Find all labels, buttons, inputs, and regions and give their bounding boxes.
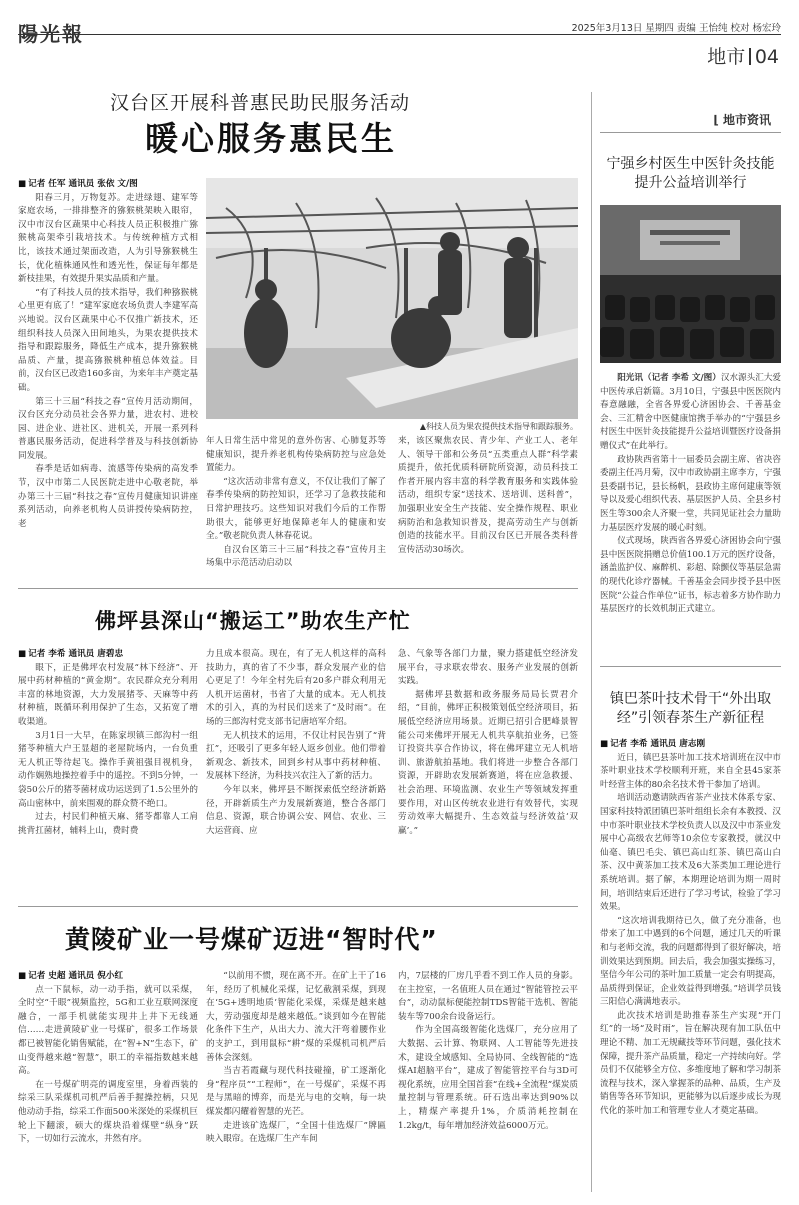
paragraph: 第三十三届“科技之春”宣传月活动期间，汉台区充分动员社会各界力量，进农村、进校园、进企业、进社区、进机关，开展一系列科普惠民服务活动，促进科学普及与科技创新协同发展。 bbox=[18, 396, 198, 461]
masthead-rule bbox=[18, 34, 781, 35]
section-label bbox=[707, 42, 779, 69]
sidebar-rule bbox=[600, 132, 781, 133]
sidebar-item2-body bbox=[600, 738, 781, 1198]
story1-photo-caption: ▲科技人员为果农提供技术指导和跟踪服务。 bbox=[419, 422, 578, 431]
paragraph: 年人日常生活中常见的意外伤害、心肺复苏等健康知识，提升养老机构传染病防控与应急处置能力。 bbox=[206, 436, 386, 474]
paragraph: 在一号煤矿明亮的调度室里，身着西装的综采三队采煤机司机严后善手握操控柄，只见他动动手指，综采工作面500米深处的采煤机巨轮上下翻滚，硕大的煤块沿着煤壁“纵身”跃下，一切如行云流水，井然有序。 bbox=[18, 1079, 198, 1145]
orchard-photo-illustration bbox=[206, 178, 578, 419]
paragraph: 春季是话如病毒、流感等传染病的高发季节，汉中市第二人民医院走进中心敬老院，举办第三十三届“科技之春”宣传月健康知识讲座系列活动，向养老机构人员讲授传染病防控，老 bbox=[18, 464, 198, 529]
story1-kicker: 汉台区开展科普惠民助民服务活动 bbox=[110, 92, 411, 114]
story1-column-2 bbox=[206, 435, 386, 580]
sidebar-header-label: 地市资讯 bbox=[722, 113, 771, 127]
story1-column-3 bbox=[398, 435, 578, 580]
paragraph: 力且成本很高。现在，有了无人机这样的高科技助力，真的省了不少事，群众发展产业的信心更足了！今年全村先后有20多户群众利用无人机开运菌材，书省了大量的成本。无人机技术的引入，真的为村民们送来了“及时雨”。在场的三郎沟村党支部书记唐培军介绍。 bbox=[206, 649, 386, 727]
story2-column-1 bbox=[18, 648, 198, 898]
paragraph: 仪式现场，陕西省各界爱心济困协会向宁强县中医医院捐赠总价值100.1万元的医疗设备，涵盖监护仪、麻醉机、彩超、除颤仪等基层急需的现代化诊疗器械。千善基金会同步授予县中医医院“公益合作单位”证书，标志着多方协作助力基层医疗的长效机制正式建立。 bbox=[600, 536, 781, 615]
paragraph: “有了科技人员的技术指导，我们种猕猴桃心里更有底了！”建军家庭农场负责人李建军高兴地说。汉台区蔬果中心不仅推广新技术，还组织科技人员深入田间地头，为果农提供技术指导和跟踪服务，降低生产成本，提升猕猴桃品质、产量，提高猕猴桃种植总体效益。目前，汉台区已改造160多亩，为来年丰产奠定基础。 bbox=[18, 287, 198, 393]
paragraph: 此次技术培训是助推春茶生产实现“开门红”的一场“及时雨”，旨在解决现有加工队伍中理论不精、加工无规藏技等环节问题，强化技术保障，提升茶产品质量，稳定一产持续向好。学员们不仅能够全方位、多维度地了解和学习制茶流程与技术，深入掌握茶的品种、品质，生产及销售等各环节知识，更能够为以后逐步成长为现代化的茶叶加工和管理专业人才奠定基础。 bbox=[600, 1010, 781, 1117]
paragraph: 培训活动邀请陕西省茶产业技术体系专家、国家科技特派团镇巴茶叶组组长余有本教授、汉中市茶叶职业技术学校负责人以及汉中市茶业发展中心高级农艺师等10余位专家教授，就汉中仙毫、镇巴毛尖、镇巴高山红茶、镇巴高山白茶、汉中黄茶加工技术及6大茶类加工理论进行系统培训。据了解，本期理论培训为期一周时间，培训结束后还进行了学习考试，检验了学习效果。 bbox=[600, 793, 781, 913]
paragraph: 阳春三月，万物复苏。走进绿翅、建军等家庭农场，一排排整齐的猕猴桃架映入眼帘，汉中市汉台区蔬果中心科技人员正积极推广猕猴桃高架牵引栽培技术。与传统种植方式相比，该技术通过架面改造，人为引导猕猴桃生长，优化植株通风性和透光性，保证每年都是新枝挂果，有效提升果实品质和产量。 bbox=[18, 192, 198, 285]
sidebar-rule bbox=[600, 666, 781, 667]
paragraph: 来，该区聚焦农民、青少年、产业工人、老年人、领导干部和公务员“五类重点人群”科学素质提升，依托优质科研院所资源，动员科技工作者开展内容丰富的科学教育服务和实践体验活动，组织专家“送技术、送培训、送科普”，加强职业安全生产技能、安全操作规程、职业病防治和急救知识普及，提高劳动生产与创新创造的技能水平。目前汉台区已开展各类科普宣传活动30场次。 bbox=[398, 436, 578, 555]
newspaper-logo: 陽光報 bbox=[18, 22, 84, 46]
dateline: 2025年3月13日 星期四 责编 王怡纯 校对 杨宏玲 bbox=[571, 23, 781, 34]
story-divider bbox=[18, 906, 578, 907]
paragraph: 眼下，正是佛坪农村发展“林下经济”、开展中药材种植的“黄金期”。农民群众充分利用丰富的林地资源，大力发展猪苓、天麻等中药材种植，既循环利用保护了生态，又拓宽了增收渠道。 bbox=[18, 662, 198, 727]
sidebar-header: ⌊ 地市资讯 bbox=[713, 113, 771, 127]
story3-column-2 bbox=[206, 970, 386, 1198]
paragraph: 内，7层楼的厂房几乎看不到工作人员的身影。在主控室，一名值班人员在通过“智能管控云平台”，动动鼠标便能控制TDS智能干选机、智能装车等700余台设备运行。 bbox=[398, 971, 578, 1022]
story2-column-3 bbox=[398, 648, 578, 898]
story1-byline: ■ 记者 任军 通讯员 张依 文/图 bbox=[18, 178, 198, 192]
story3-column-3 bbox=[398, 970, 578, 1198]
paragraph: 点一下鼠标，动一动手指，就可以采煤，全时空“千眼”视频监控，5G和工业互联网深度融合，一部手机就能实现井上井下无线通信……走进黄陵矿业一号煤矿，很多工作场景都已被智能化销售赋能，在“智+N”生态下，矿山变得越来越“智慧”，职工的幸福指数越来越高。 bbox=[18, 984, 198, 1077]
paragraph bbox=[600, 372, 781, 454]
story1-column-1 bbox=[18, 178, 198, 574]
sidebar-item2-headline: 镇巴茶叶技术骨干“外出取经”引领春茶生产新征程 bbox=[609, 691, 772, 726]
story1-photo bbox=[206, 178, 578, 419]
paragraph: 无人机技术的运用，不仅让村民告别了“背扛”，还吸引了更多年轻人返乡创业。他们带着新观念、新技术，回到乡村从事中药材种植、发展林下经济，为科技兴农注入了新的活力。 bbox=[206, 730, 386, 782]
paragraph: “这次活动非常有意义，不仅让我们了解了春季传染病的防控知识，还学习了急救技能和日常护理技巧。这些知识对我们今后的工作帮助很大，能够更好地保障老年人的健康和安全。”敬老院负责人林春花说。 bbox=[206, 476, 386, 542]
sidebar-item1-body bbox=[600, 372, 781, 652]
story-divider bbox=[18, 588, 578, 589]
paragraph: 据佛坪县数据和政务服务局局长贾君介绍，“目前，佛坪正积极策划低空经济项目，拓展低空经济应用场景。近期已招引合肥峰景智能公司来佛坪开展无人机共享航拍业务，已签订投资共享合作协议，将在佛坪建立无人机培训、旅游航拍基地。我们将进一步整合各部门资源，开辟助农发展新赛道，将在应急救援、社会治理、环境监测、农业生产等领域发挥重要作用，对山区传统农业进行有效替代，实现劳动效率大幅提升、生态效益与经济效益‘双赢’。” bbox=[398, 689, 578, 836]
story2-byline: ■ 记者 李希 通讯员 唐碧忠 bbox=[18, 648, 198, 662]
paragraph: 3月1日一大早，在陈家坝镇三郎沟村一组猪苓种植大户王显超的老屋院场内，一台负重无人机正等待起飞。操作手黄祖强目视机身，动作娴熟地操控着手中的遥控。不到5分钟，一袋50公斤的猪苓菌材成功运送到了1.5公里外的高山密林中，前来围观的群众赞不绝口。 bbox=[18, 730, 198, 809]
section-name: 地市 bbox=[707, 46, 746, 68]
page-number: 04 bbox=[754, 46, 779, 68]
story1-headline: 暖心服务惠民生 bbox=[145, 119, 397, 158]
paragraph: 当吉若霞藏与现代科技碰撞，矿工逐渐化身“程序员”“工程师”，在一号煤矿，采煤不再是与黑暗的博弈，而是光与电的交响，每一块煤炭都闪耀着智慧的光芒。 bbox=[206, 1066, 386, 1117]
sidebar-divider bbox=[591, 92, 592, 1192]
paragraph: 作为全国高级智能化选煤厂，充分应用了大数据、云计算、物联网、人工智能等先进技术，建设全域感知、全局协同、全线智能的“选煤AI超脑平台”，建成了智能管控平台与3D可视化系统，应用全国首套“在线+全流程”煤炭质量控制与管理系统。矸石选出率达到90%以上，精煤产率提升1%，介质消耗控制在1.2kg/t，每年增加经济效益6000万元。 bbox=[398, 1025, 578, 1131]
paragraph: 急、气象等各部门力量，聚力搭建低空经济发展平台，寻求联农带农、服务产业发展的创新实践。 bbox=[398, 649, 578, 687]
sidebar-item1-photo bbox=[600, 205, 781, 363]
paragraph: “以前用不惯，现在离不开。在矿上干了16年，经历了机械化采煤，记忆截割采煤，到现在‘5G+透明地质’智能化采煤，采煤是越来越大，劳动强度却是越来越低。”谈到如今在智能化条件下生产，从出大力、流大汗弯着腰作业的支护工，到用鼠标“耕”煤的采煤机司机严后善体会深刻。 bbox=[206, 971, 386, 1063]
training-hall-photo-illustration bbox=[600, 205, 781, 363]
paragraph: 近日，镇巴县茶叶加工技术培训班在汉中市茶叶职业技术学校顺利开班，来自全县45家茶叶经营主体的80余名技术骨干参加了培训。 bbox=[600, 752, 781, 790]
paragraph: 今年以来，佛坪县不断探索低空经济新路径，开辟新质生产力发展新赛道，整合各部门信息、资源，联合协调公安、网信、农业、三大运营商、应 bbox=[206, 784, 386, 836]
story3-column-1 bbox=[18, 970, 198, 1198]
paragraph-text: 汉水源头汇大爱 中医传承启新篇。3月10日，宁强县中医医院内春意融融，全省各界爱心济困协会、千善基金会、三汇精舍中医健康馆携手举办的“宁强县乡村医生中医针灸技能提升公益培训暨医疗设备捐赠仪式”在此举行。 bbox=[600, 373, 781, 451]
sidebar-item1-byline: 阳光讯（记者 李希 文/图） bbox=[617, 373, 721, 383]
story3-headline: 黄陵矿业一号煤矿迈进“智时代” bbox=[65, 925, 438, 954]
sidebar-item1-headline: 宁强乡村医生中医针灸技能提升公益培训举行 bbox=[606, 156, 775, 191]
story2-headline: 佛坪县深山“搬运工”助农生产忙 bbox=[95, 609, 411, 633]
paragraph: 政协陕西省第十一届委员会副主席、省决咨委副主任冯月菊，汉中市政协副主席李方，宁强县委副书记，县长杨帆，县政协主席何建康等领导以及爱心组织代表、基层医护人员、全县乡村医生等300余人齐聚一堂，共同见证社会力量助力基层医疗发展的暖心时刻。 bbox=[600, 454, 781, 533]
paragraph: 过去，村民们种植天麻、猪苓都靠人工肩挑背扛菌材，辅料上山，费时费 bbox=[18, 812, 198, 836]
paragraph: “这次培训我期待已久，做了充分准备，也带来了加工中遇到的6个问题，通过几天的听课和与老师交流，我的问题都得到了很好解决，培训效果达到预期。回去后，我会加强实操练习，坚信今年公司的茶叶加工质量一定会有明提高，品质得到保证，企业效益得到增强。”培训学员钱三阳信心满满地表示。 bbox=[600, 915, 781, 1008]
story3-byline: ■ 记者 史超 通讯员 倪小红 bbox=[18, 970, 198, 984]
paragraph: 走进该矿选煤厂，“全国十佳选煤厂”牌匾映入眼帘。在选煤厂生产车间 bbox=[206, 1120, 386, 1145]
paragraph: 自汉台区第三十三届“科技之春”宣传月主场集中示范活动启动以 bbox=[206, 544, 386, 569]
story2-column-2 bbox=[206, 648, 386, 898]
section-divider bbox=[749, 48, 751, 65]
sidebar-item2-byline: ■ 记者 李希 通讯员 唐志刚 bbox=[600, 738, 781, 752]
